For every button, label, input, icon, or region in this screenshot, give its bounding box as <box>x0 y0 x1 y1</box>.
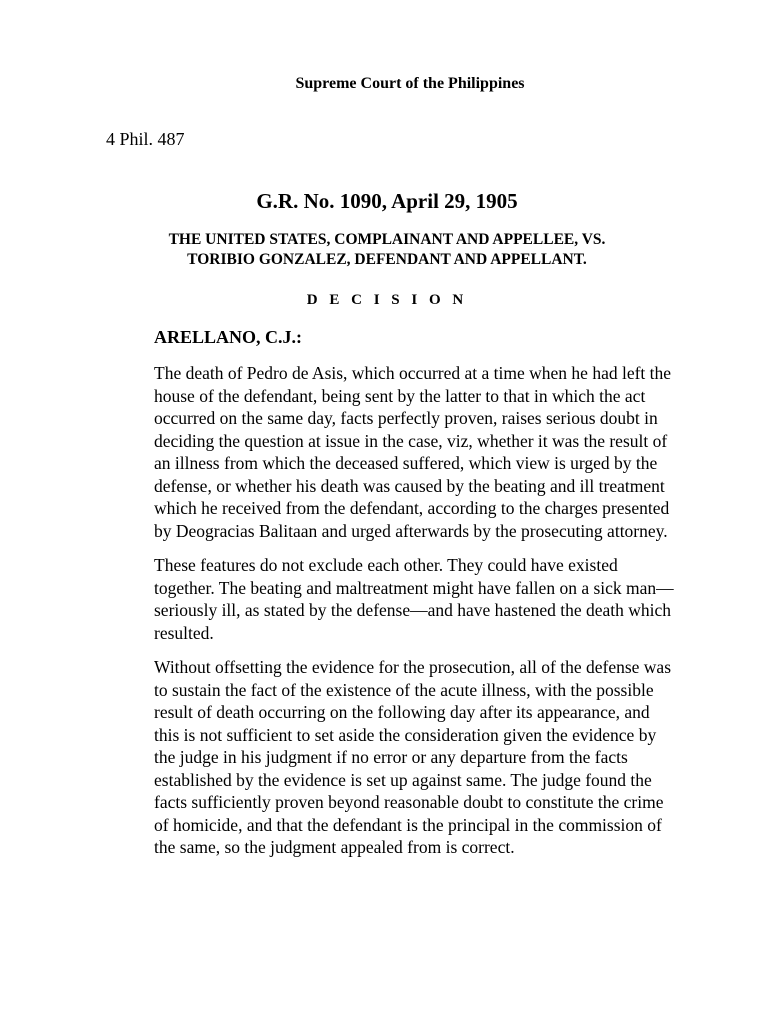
paragraph: The death of Pedro de Asis, which occurred at a time when he had left the house of the defendant, being sent by the latter to that in which the act occurred on the same day, facts perfectly proven, raises serious doubt in deciding the question at issue in the case, viz, whether it was the result of an illness from which the deceased suffered, which view is urged by the defense, or whether his death was caused by the beating and ill treatment which he received from the defendant, according to the charges presented by Deogracias Balitaan and urged afterwards by the prosecuting attorney. <box>154 363 672 541</box>
parties-line-1: THE UNITED STATES, COMPLAINANT AND APPELLEE, VS. <box>168 231 606 248</box>
decision-heading: D E C I S I O N <box>306 292 468 308</box>
case-parties <box>120 230 654 270</box>
court-name: Supreme Court of the Philippines <box>295 75 525 92</box>
judge-name: ARELLANO, C.J.: <box>154 327 303 347</box>
paragraph: Without offsetting the evidence for the prosecution, all of the defense was to sustain the fact of the existence of the acute illness, with the possible result of death occurring on the following day after its appearance, and this is not sufficient to set aside the consideration given the evidence by the judge in his judgment if no error or any departure from the facts established by the evidence is set up against same. The judge found the facts sufficiently proven beyond reasonable doubt to constitute the crime of homicide, and that the defendant is the principal in the commission of the same, so the judgment appealed from is correct. <box>154 657 672 857</box>
parties-line-2: TORIBIO GONZALEZ, DEFENDANT AND APPELLANT. <box>187 251 587 268</box>
decision-body <box>154 362 674 871</box>
paragraph: These features do not exclude each other. They could have existed together. The beating and maltreatment might have fallen on a sick man—seriously ill, as stated by the defense—and have hastened the death which resulted. <box>154 555 674 643</box>
citation: 4 Phil. 487 <box>106 129 185 149</box>
case-number: G.R. No. 1090, April 29, 1905 <box>256 189 518 213</box>
